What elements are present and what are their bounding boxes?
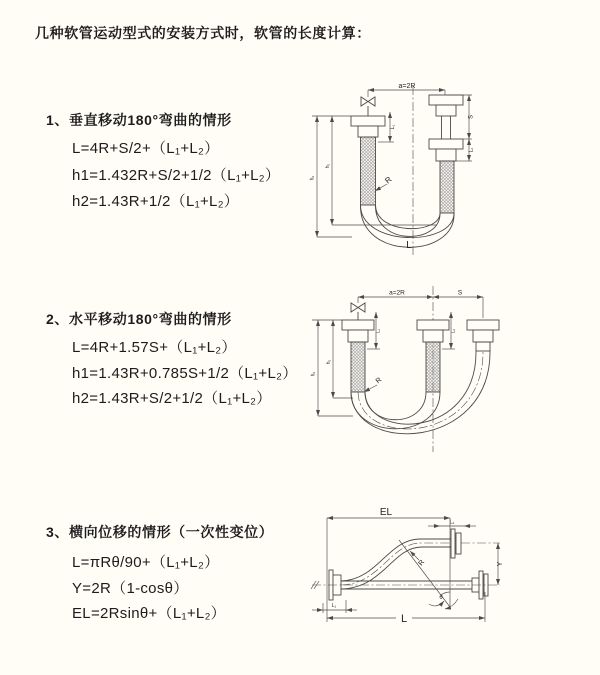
label-h1: h₁ — [326, 359, 332, 365]
label-L-total: L — [400, 613, 408, 625]
label-L2: L₂ — [449, 519, 455, 526]
dim-L1 — [367, 312, 381, 349]
label-h1: h₁ — [325, 163, 331, 169]
label-theta: θ — [439, 595, 443, 601]
upper-flange — [451, 529, 461, 558]
radius-callout — [364, 377, 383, 392]
section3-heading: 3、横向位移的情形（一次性变位） — [46, 524, 274, 540]
dim-a2R — [358, 290, 433, 298]
label-a2R: a=2R — [398, 83, 416, 90]
section3-formula-Y: Y=2R（1-cosθ） — [72, 580, 189, 597]
left-flange — [351, 116, 385, 137]
section3-formula-EL: EL=2Rsinθ+（L₁+L₂） — [72, 605, 226, 622]
left-hose-braid — [351, 342, 365, 392]
label-L-total: L — [406, 240, 412, 251]
right-flange — [467, 320, 499, 351]
section2-formula-h2: h2=1.43R+S/2+1/2（L₁+L₂） — [72, 390, 272, 407]
right-upper-flange — [429, 95, 463, 139]
label-L1: L₁ — [390, 124, 396, 130]
label-Y: Y — [497, 561, 504, 567]
dim-h2 — [310, 116, 353, 237]
label-EL: EL — [379, 507, 393, 518]
label-a2R: a=2R — [389, 289, 405, 297]
section2-formula-h1: h1=1.43R+0.785S+1/2（L₁+L₂） — [72, 365, 298, 382]
dim-L1 — [312, 600, 357, 613]
label-L1: L₁ — [331, 603, 337, 609]
right-lower-flange — [429, 139, 463, 161]
right-hose-braid — [440, 161, 454, 213]
dim-h2 — [311, 320, 354, 416]
dim-S — [433, 290, 483, 319]
dim-L2 — [442, 312, 456, 349]
middle-flange — [417, 320, 449, 342]
section2-formula-L: L=4R+1.57S+（L₁+L₂） — [72, 339, 237, 356]
diagram-vertical-180-bend — [300, 73, 550, 265]
section1-formula-L: L=4R+S/2+（L₁+L₂） — [72, 140, 220, 157]
label-L2: L₂ — [468, 147, 475, 153]
dim-L2 — [428, 520, 476, 527]
section1-heading: 1、垂直移动180°弯曲的情形 — [46, 112, 232, 128]
dim-EL — [327, 507, 450, 622]
diagram-lateral-displacement — [300, 498, 598, 646]
section3-formula-L: L=πRθ/90+（L₁+L₂） — [72, 554, 220, 571]
label-R: R — [383, 174, 394, 186]
middle-hose-braid — [426, 342, 440, 392]
label-L1: L₁ — [375, 328, 381, 334]
section2-heading: 2、水平移动180°弯曲的情形 — [46, 311, 232, 327]
label-S: S — [468, 114, 475, 120]
hose-bend-curves — [351, 351, 490, 434]
label-R: R — [417, 558, 427, 568]
dim-a2R — [368, 83, 445, 95]
valve-icon — [351, 297, 365, 320]
valve-icon — [361, 90, 375, 116]
label-h2: h₂ — [309, 175, 316, 181]
label-L2: L₂ — [450, 328, 456, 334]
s-curve-hose — [341, 539, 451, 589]
label-R: R — [374, 376, 384, 386]
page-title: 几种软管运动型式的安装方式时，软管的长度计算： — [35, 25, 371, 41]
dim-L — [327, 592, 485, 625]
section1-formula-h2: h2=1.43R+1/2（L₁+L₂） — [72, 193, 240, 210]
dim-Y — [497, 543, 504, 585]
diagram-horizontal-180-bend — [298, 283, 573, 455]
radius-callout — [375, 175, 394, 191]
label-S: S — [457, 289, 463, 297]
left-hose-braid — [361, 137, 376, 205]
left-flange — [342, 320, 374, 342]
label-h2: h₂ — [310, 371, 317, 377]
section1-formula-h1: h1=1.432R+S/2+1/2（L₁+L₂） — [72, 167, 281, 184]
